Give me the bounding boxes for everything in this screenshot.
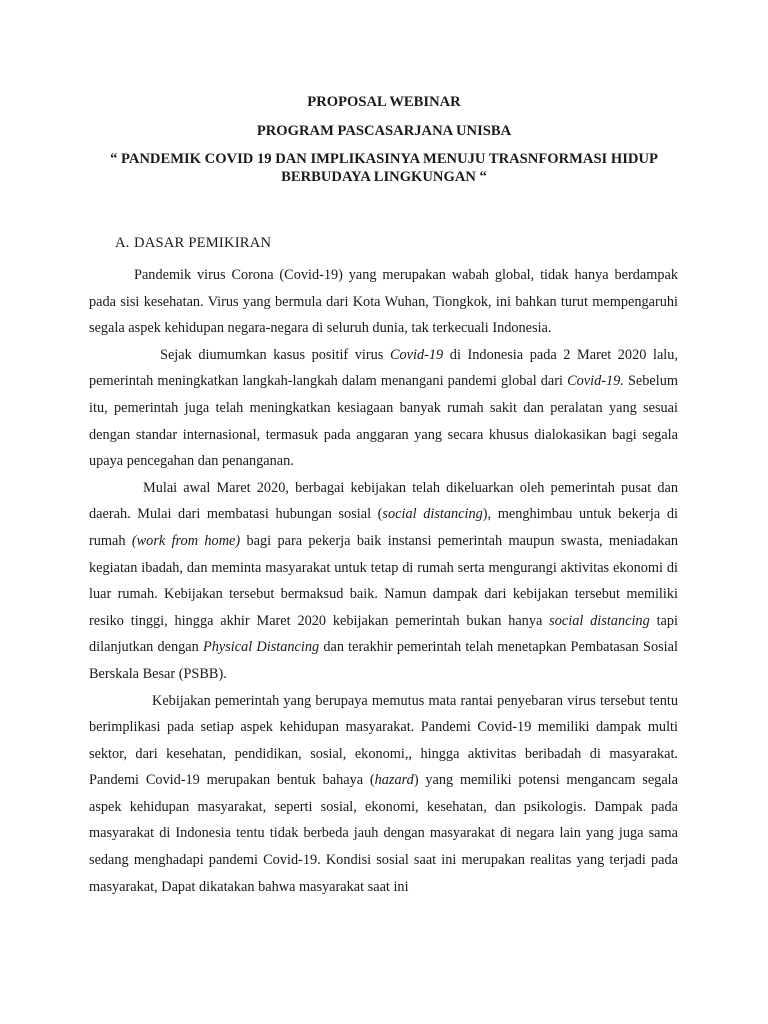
document-title: PROPOSAL WEBINAR	[307, 94, 461, 110]
paragraph-3-italic-1: social distancing	[382, 506, 483, 523]
paragraph-3-part-4: tapi dilanjutkan dengan	[89, 612, 679, 656]
paragraph-3-part-2: ), menghimbau untuk bekerja di rumah	[89, 506, 678, 549]
paragraph-4-italic-1: hazard	[374, 772, 414, 789]
webinar-theme-line-1: “ PANDEMIK COVID 19 DAN IMPLIKASINYA MENUJU TRASNFORMASI HIDUP	[110, 151, 658, 167]
paragraph-1	[89, 262, 678, 342]
paragraph-1-text: Pandemik virus Corona (Covid-19) yang merupakan wabah global, tidak hanya berdampak pada sisi kesehatan. Virus yang bermula dari Kota Wuhan, Tiongkok, ini bahkan turut mempengaruhi segala aspek kehidupan negara-negara di seluruh dunia, tak terkecuali Indonesia.	[89, 267, 678, 337]
paragraph-2-part-1: Sejak diumumkan kasus positif virus	[160, 346, 390, 363]
paragraph-3-part-3: bagi para pekerja baik instansi pemerintah maupun swasta, meniadakan kegiatan ibadah, dan meminta masyarakat untuk tetap di rumah serta mengurangi aktivitas ekonomi di luar rumah. Kebijakan tersebut bermaksud baik. Namun dampak dari kebijakan tersebut memiliki resiko tinggi, hingga akhir Maret 2020 kebijakan pemerintah bukan hanya	[89, 532, 678, 629]
paragraph-4	[89, 688, 678, 901]
paragraph-2-italic-2: Covid-19.	[567, 373, 624, 390]
paragraph-2-part-2: di Indonesia pada 2 Maret 2020 lalu, pemerintah meningkatkan langkah-langkah dalam menangani pandemi global dari	[89, 346, 678, 390]
webinar-theme-line-2: BERBUDAYA LINGKUNGAN “	[281, 169, 487, 185]
section-letter: A.	[115, 235, 130, 251]
paragraph-3	[89, 475, 678, 688]
title-block	[88, 93, 680, 186]
paragraph-3-part-5: dan terakhir pemerintah telah menetapkan Pembatasan Sosial Berskala Besar (PSBB).	[89, 639, 678, 682]
paragraph-3-italic-2: (work from home)	[131, 532, 241, 549]
paragraph-3-italic-3: social distancing	[549, 612, 650, 629]
paragraph-3-part-1: Mulai awal Maret 2020, berbagai kebijakan telah dikeluarkan oleh pemerintah pusat dan daerah. Mulai dari membatasi hubungan sosial (	[89, 479, 678, 523]
paragraph-4-part-2: ) yang memiliki potensi mengancam segala aspek kehidupan masyarakat, seperti sosial, ekonomi, kesehatan, dan psikologis. Dampak pada masyarakat di Indonesia tentu tidak berbeda jauh dengan masyarakat di negara lain yang juga sama sedang menghadapi pandemi Covid-19. Kondisi sosial saat ini merupakan realitas yang terjadi pada masyarakat, Dapat dikatakan bahwa masyarakat saat ini	[89, 772, 678, 895]
paragraph-2-italic-1: Covid-19	[389, 346, 444, 363]
paragraph-2-part-3: Sebelum itu, pemerintah juga telah meningkatkan kesiagaan banyak rumah sakit dan peralatan yang sesuai dengan standar internasional, termasuk pada anggaran yang secara khusus dialokasikan bagi segala upaya pencegahan dan penanganan.	[89, 373, 678, 470]
section-heading	[115, 234, 271, 252]
section-title: DASAR PEMIKIRAN	[134, 235, 272, 251]
paragraph-4-part-1: Kebijakan pemerintah yang berupaya memutus mata rantai penyebaran virus tersebut tentu berimplikasi pada setiap aspek kehidupan masyarakat. Pandemi Covid-19 memiliki dampak multi sektor, dari kesehatan, pendidikan, sosial, ekonomi,, hingga aktivitas beribadah di masyarakat. Pandemi Covid-19 merupakan bentuk bahaya (	[89, 692, 678, 789]
paragraph-3-italic-4: Physical Distancing	[202, 639, 320, 656]
body-text	[89, 262, 678, 900]
paragraph-2	[89, 342, 678, 475]
program-name: PROGRAM PASCASARJANA UNISBA	[256, 123, 512, 139]
